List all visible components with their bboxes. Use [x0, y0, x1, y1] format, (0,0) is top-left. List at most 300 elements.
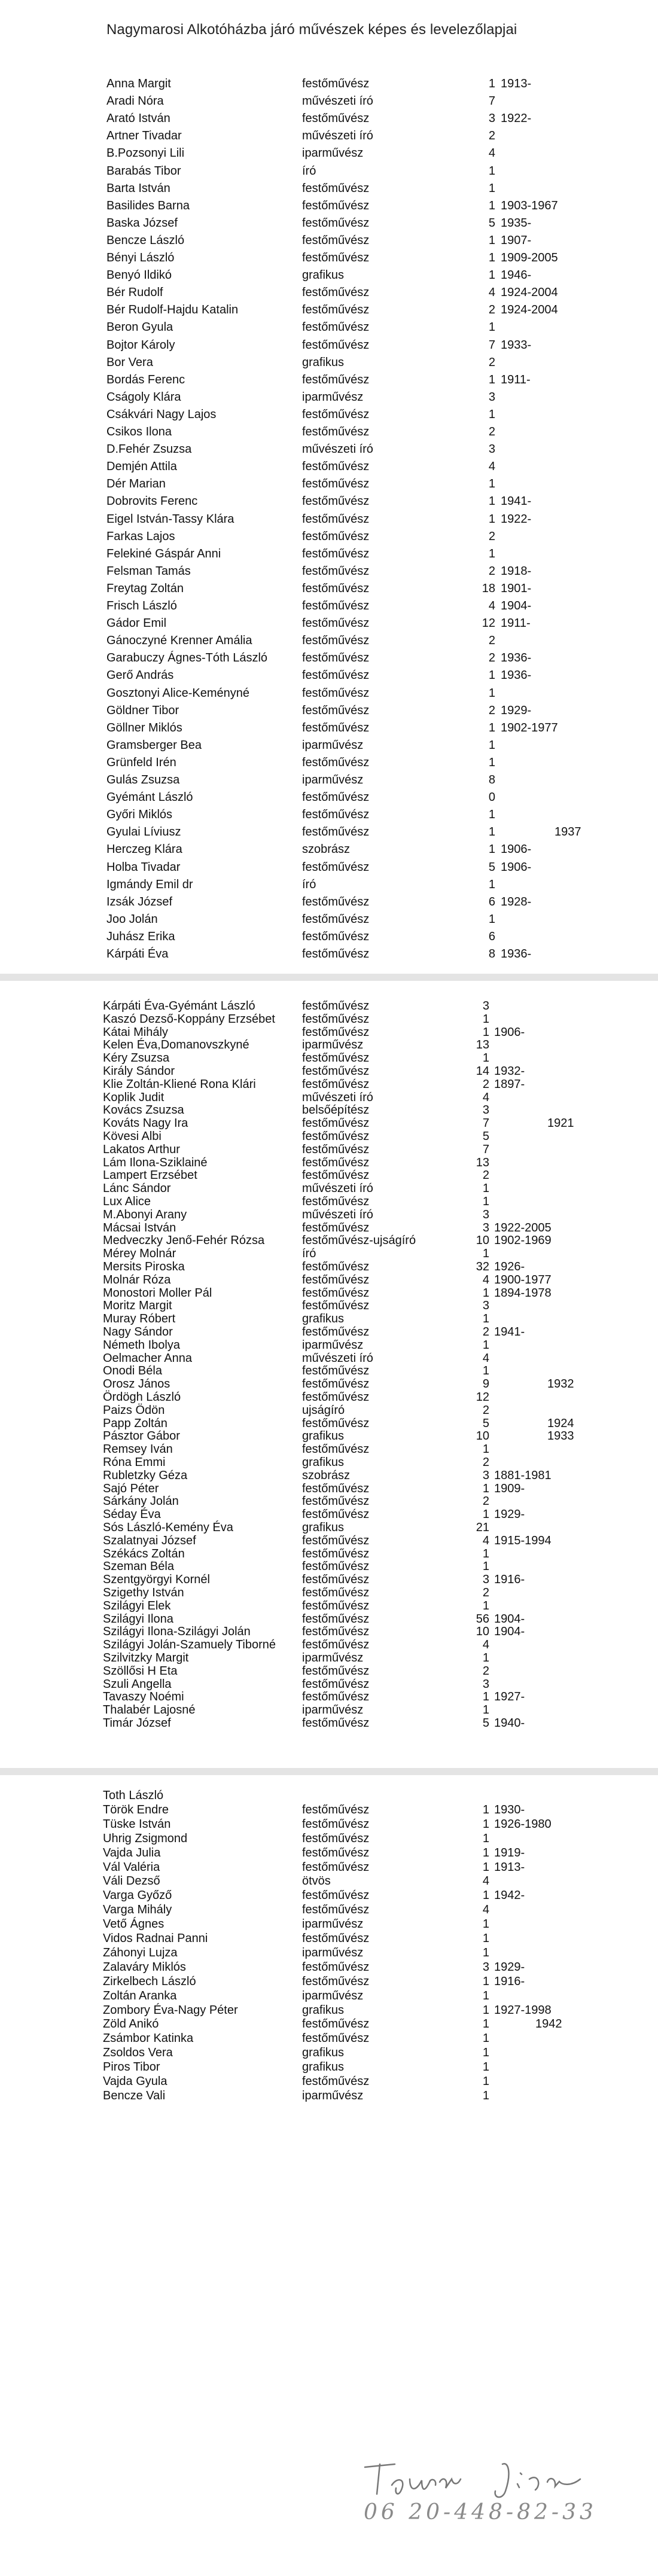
artist-name: Arató István	[106, 112, 170, 125]
artist-name: Váli Dezső	[103, 1874, 160, 1888]
list-item	[0, 1974, 658, 1989]
artist-name: M.Abonyi Arany	[103, 1208, 187, 1221]
artist-years: 1906-	[501, 843, 532, 856]
artist-prof: festőművész	[302, 495, 370, 508]
artist-count: 10	[476, 1429, 489, 1443]
list-item	[0, 807, 658, 822]
artist-years: 1927-	[494, 1690, 525, 1703]
artist-name: Szilvitzky Margit	[103, 1651, 189, 1665]
artist-prof: festőművész	[302, 1130, 370, 1143]
artist-count: 18	[482, 582, 495, 595]
artist-count: 3	[482, 1469, 489, 1482]
list-item	[0, 616, 658, 630]
artist-prof: iparművész	[302, 1339, 364, 1352]
list-item	[0, 1888, 658, 1903]
artist-name: Kéry Zsuzsa	[103, 1051, 170, 1065]
artist-name: Sós László-Kemény Éva	[103, 1521, 233, 1534]
artist-name: Csákvári Nagy Lajos	[106, 408, 217, 421]
artist-name: Lampert Erzsébet	[103, 1169, 197, 1182]
list-item	[0, 1298, 658, 1313]
artist-count: 1	[482, 1803, 489, 1816]
artist-years: 1904-	[501, 599, 532, 612]
artist-name: Gyémánt László	[106, 791, 193, 804]
artist-count: 3	[482, 1208, 489, 1221]
list-item	[0, 1860, 658, 1874]
artist-prof: festőművész	[302, 1612, 370, 1626]
artist-name: Bér Rudolf	[106, 286, 163, 299]
list-item	[0, 1960, 658, 1974]
artist-name: Dobrovits Ferenc	[106, 495, 198, 508]
artist-count: 1	[482, 1932, 489, 1945]
artist-name: Csikos Ilona	[106, 425, 172, 438]
list-item	[0, 790, 658, 804]
artist-name: Bojtor Károly	[106, 339, 175, 352]
artist-count: 4	[488, 286, 495, 299]
artist-count: 2	[488, 704, 495, 717]
artist-extra: 1921	[547, 1117, 574, 1130]
list-item	[0, 1012, 658, 1026]
artist-name: Székács Zoltán	[103, 1547, 185, 1560]
artist-name: Bencze Vali	[103, 2089, 166, 2102]
artist-name: Herczeg Klára	[106, 843, 182, 856]
artist-prof: festőművész	[302, 1260, 370, 1273]
artist-prof: festőművész	[302, 808, 370, 821]
list-item	[0, 303, 658, 317]
list-item	[0, 1586, 658, 1600]
list-item	[0, 721, 658, 735]
artist-count: 1	[482, 2032, 489, 2045]
artist-name: Zsámbor Katinka	[103, 2032, 194, 2045]
artist-count: 1	[482, 1989, 489, 2002]
artist-count: 8	[488, 773, 495, 786]
list-item	[0, 338, 658, 352]
list-item	[0, 1103, 658, 1117]
list-item	[0, 355, 658, 370]
artist-count: 5	[488, 861, 495, 874]
list-item	[0, 2089, 658, 2103]
artist-prof: festőművész	[302, 286, 370, 299]
artist-name: Juhász Erika	[106, 930, 175, 943]
list-item	[0, 1788, 658, 1803]
artist-count: 3	[482, 1221, 489, 1234]
list-item	[0, 581, 658, 596]
artist-count: 13	[476, 1038, 489, 1051]
artist-count: 1	[488, 843, 495, 856]
artist-years: 1906-	[501, 861, 532, 874]
artist-count: 1	[482, 1339, 489, 1352]
artist-count: 2	[488, 129, 495, 142]
artist-count: 1	[488, 77, 495, 90]
artist-name: Muray Róbert	[103, 1312, 176, 1325]
list-item	[0, 1520, 658, 1535]
artist-prof: művészeti író	[302, 1091, 373, 1104]
artist-prof: festőművész	[302, 1299, 370, 1312]
list-item	[0, 1338, 658, 1352]
artist-count: 1	[488, 269, 495, 282]
list-item	[0, 94, 658, 108]
artist-count: 1	[482, 1195, 489, 1208]
artist-prof: festőművész	[302, 913, 370, 926]
artist-years: 1913-	[501, 77, 532, 90]
artist-name: Oelmacher Anna	[103, 1352, 192, 1365]
artist-name: Szigethy István	[103, 1586, 184, 1599]
list-item	[0, 947, 658, 961]
list-item	[0, 1624, 658, 1639]
artist-count: 1	[482, 1026, 489, 1039]
artist-name: Ördögh László	[103, 1391, 181, 1404]
artist-prof: festőművész	[302, 651, 370, 664]
list-item	[0, 1168, 658, 1182]
list-item	[0, 320, 658, 334]
list-item	[0, 268, 658, 282]
artist-prof: festőművész	[302, 460, 370, 473]
artist-years: 1902-1977	[501, 721, 558, 734]
artist-count: 4	[482, 1638, 489, 1651]
list-item	[0, 1803, 658, 1817]
artist-name: Anna Margit	[106, 77, 171, 90]
artist-prof: festőművész	[302, 1078, 370, 1091]
artist-years: 1929-	[494, 1508, 525, 1521]
list-item	[0, 1233, 658, 1248]
artist-prof: festőművész	[302, 861, 370, 874]
artist-name: Mersits Piroska	[103, 1260, 185, 1273]
artist-prof: grafikus	[302, 2004, 345, 2017]
artist-count: 4	[482, 1903, 489, 1916]
artist-count: 1	[482, 1889, 489, 1902]
artist-count: 3	[482, 1299, 489, 1312]
artist-years: 1933-	[501, 339, 532, 352]
artist-prof: belsőépítész	[302, 1103, 370, 1117]
artist-years: 1922-2005	[494, 1221, 552, 1234]
artist-prof: festőművész	[302, 1599, 370, 1612]
artist-count: 9	[482, 1377, 489, 1391]
artist-name: Németh Ibolya	[103, 1339, 180, 1352]
artist-name: Klie Zoltán-Kliené Rona Klári	[103, 1078, 256, 1091]
artist-prof: festőművész	[302, 895, 370, 909]
artist-prof: művészeti író	[302, 94, 373, 108]
artist-prof: iparművész	[302, 1989, 364, 2002]
artist-name: Demjén Attila	[106, 460, 177, 473]
artist-prof: festőművész	[302, 1325, 370, 1339]
artist-prof: művészeti író	[302, 1208, 373, 1221]
artist-prof: festőművész	[302, 599, 370, 612]
artist-name: Göllner Miklós	[106, 721, 182, 734]
list-item	[0, 1572, 658, 1587]
artist-years: 1907-	[501, 234, 532, 247]
list-item	[0, 1181, 658, 1196]
artist-prof: festőművész	[302, 199, 370, 212]
list-item	[0, 129, 658, 143]
list-item	[0, 1507, 658, 1522]
list-item	[0, 285, 658, 300]
artist-count: 1	[482, 1443, 489, 1456]
artist-prof: festőművész	[302, 1195, 370, 1208]
artist-count: 1	[488, 669, 495, 682]
list-item	[0, 738, 658, 752]
list-item	[0, 1246, 658, 1261]
artist-count: 3	[482, 1103, 489, 1117]
list-item	[0, 1442, 658, 1456]
artist-prof: festőművész	[302, 634, 370, 647]
artist-name: Nagy Sándor	[103, 1325, 173, 1339]
artist-years: 1928-	[501, 895, 532, 909]
artist-years: 1918-	[501, 565, 532, 578]
artist-name: Eigel István-Tassy Klára	[106, 513, 234, 526]
artist-count: 1	[482, 1703, 489, 1717]
artist-count: 2	[488, 303, 495, 316]
list-item	[0, 999, 658, 1013]
artist-years: 1881-1981	[494, 1469, 552, 1482]
artist-count: 4	[482, 1874, 489, 1888]
artist-prof: grafikus	[302, 2060, 345, 2074]
artist-prof: iparművész	[302, 739, 364, 752]
artist-prof: festőművész	[302, 2075, 370, 2088]
artist-count: 1	[488, 321, 495, 334]
artist-prof: szobrász	[302, 1469, 351, 1482]
list-item	[0, 407, 658, 422]
artist-count: 0	[488, 791, 495, 804]
artist-count: 1	[482, 1182, 489, 1195]
artist-count: 1	[488, 477, 495, 490]
artist-count: 4	[488, 460, 495, 473]
artist-count: 10	[476, 1234, 489, 1247]
list-item	[0, 1831, 658, 1846]
artist-prof: festőművész	[302, 1665, 370, 1678]
artist-prof: festőművész	[302, 1547, 370, 1560]
artist-name: Paizs Ödön	[103, 1404, 165, 1417]
artist-prof: iparművész	[302, 1917, 364, 1931]
artist-name: Lux Alice	[103, 1195, 151, 1208]
artist-count: 1	[482, 1508, 489, 1521]
list-item	[0, 1390, 658, 1404]
artist-count: 2	[482, 1169, 489, 1182]
artist-prof: festőművész	[302, 1169, 370, 1182]
artist-count: 1	[482, 1917, 489, 1931]
artist-prof: festőművész	[302, 1903, 370, 1916]
list-item	[0, 1260, 658, 1274]
artist-prof: festőművész	[302, 1143, 370, 1156]
artist-prof: festőművész	[302, 1638, 370, 1651]
artist-prof: festőművész	[302, 1287, 370, 1300]
artist-years: 1924-2004	[501, 303, 558, 316]
artist-prof: festőművész	[302, 1377, 370, 1391]
artist-prof: grafikus	[302, 2046, 345, 2059]
artist-name: Barta István	[106, 182, 170, 195]
artist-name: Aradi Nóra	[106, 94, 164, 108]
artist-prof: festőművész	[302, 1364, 370, 1377]
artist-name: Piros Tibor	[103, 2060, 160, 2074]
artist-count: 2	[482, 1404, 489, 1417]
artist-prof: festőművész	[302, 582, 370, 595]
artist-name: Pásztor Gábor	[103, 1429, 180, 1443]
artist-name: Mácsai István	[103, 1221, 176, 1234]
artist-years: 1906-	[494, 1026, 525, 1039]
list-item	[0, 547, 658, 561]
artist-name: Felsman Tamás	[106, 565, 191, 578]
artist-count: 1	[488, 234, 495, 247]
artist-prof: festőművész	[302, 234, 370, 247]
artist-name: Varga Győző	[103, 1889, 172, 1902]
artist-name: Gádor Emil	[106, 617, 167, 630]
list-item	[0, 2045, 658, 2060]
artist-count: 5	[482, 1717, 489, 1730]
artist-prof: festőművész	[302, 1560, 370, 1573]
artist-years: 1916-	[494, 1975, 525, 1988]
artist-name: Toth László	[103, 1789, 164, 1802]
artist-prof: író	[302, 1247, 316, 1260]
artist-count: 1	[488, 495, 495, 508]
artist-name: Molnár Róza	[103, 1273, 171, 1287]
artist-count: 3	[488, 112, 495, 125]
artist-name: Kátai Mihály	[103, 1026, 168, 1039]
artist-extra: 1924	[547, 1417, 574, 1430]
artist-prof: iparművész	[302, 391, 364, 404]
artist-years: 1922-	[501, 513, 532, 526]
list-item	[0, 233, 658, 248]
artist-prof: festőművész	[302, 1156, 370, 1169]
artist-count: 1	[482, 1599, 489, 1612]
artist-prof: festőművész	[302, 1832, 370, 1845]
artist-name: Kövesi Albi	[103, 1130, 162, 1143]
artist-count: 1	[482, 2017, 489, 2031]
artist-prof: festőművész	[302, 1846, 370, 1859]
artist-count: 1	[482, 1846, 489, 1859]
artist-years: 1941-	[501, 495, 532, 508]
artist-prof: ujságíró	[302, 1404, 345, 1417]
artist-years: 1904-	[494, 1612, 525, 1626]
artist-years: 1936-	[501, 669, 532, 682]
artist-count: 1	[488, 687, 495, 700]
artist-name: Remsey Iván	[103, 1443, 173, 1456]
artist-years: 1936-	[501, 651, 532, 664]
artist-extra: 1933	[547, 1429, 574, 1443]
artist-count: 4	[482, 1352, 489, 1365]
artist-name: Vajda Gyula	[103, 2075, 167, 2088]
artist-count: 12	[482, 617, 495, 630]
list-item	[0, 686, 658, 700]
artist-name: Bér Rudolf-Hajdu Katalin	[106, 303, 239, 316]
artist-name: Vajda Julia	[103, 1846, 161, 1859]
artist-name: Győri Miklós	[106, 808, 173, 821]
artist-name: Gánoczyné Krenner Amália	[106, 634, 252, 647]
artist-name: Gyulai Líviusz	[106, 825, 181, 839]
list-item	[0, 842, 658, 856]
artist-count: 1	[482, 2004, 489, 2017]
artist-prof: festőművész	[302, 1221, 370, 1234]
artist-count: 1	[488, 756, 495, 769]
list-item	[0, 1364, 658, 1378]
artist-count: 3	[488, 391, 495, 404]
artist-count: 1	[482, 1287, 489, 1300]
list-item	[0, 1559, 658, 1574]
artist-name: B.Pozsonyi Lili	[106, 147, 185, 160]
artist-years: 1894-1978	[494, 1287, 552, 1300]
artist-name: Lakatos Arthur	[103, 1143, 180, 1156]
list-item	[0, 77, 658, 91]
list-item	[0, 929, 658, 944]
artist-prof: festőművész	[302, 2017, 370, 2031]
list-item	[0, 1429, 658, 1443]
artist-count: 6	[488, 930, 495, 943]
list-item	[0, 199, 658, 213]
artist-prof: festőművész	[302, 339, 370, 352]
artist-count: 1	[482, 1975, 489, 1988]
list-item	[0, 1494, 658, 1508]
artist-count: 1	[482, 2075, 489, 2088]
artist-count: 2	[482, 1456, 489, 1469]
artist-name: Benyó Ildikó	[106, 269, 172, 282]
artist-name: Göldner Tibor	[106, 704, 179, 717]
artist-prof: festőművész	[302, 373, 370, 386]
artist-name: Kárpáti Éva	[106, 947, 169, 961]
artist-count: 2	[488, 356, 495, 369]
artist-prof: festőművész	[302, 321, 370, 334]
artist-count: 4	[482, 1534, 489, 1547]
artist-name: Joo Jolán	[106, 913, 158, 926]
artist-years: 1929-	[494, 1961, 525, 1974]
list-item	[0, 373, 658, 387]
artist-name: Sajó Péter	[103, 1482, 159, 1495]
artist-prof: festőművész	[302, 791, 370, 804]
artist-count: 1	[482, 1946, 489, 1959]
artist-name: Grünfeld Irén	[106, 756, 176, 769]
artist-name: Monostori Moller Pál	[103, 1287, 212, 1300]
artist-years: 1915-1994	[494, 1534, 552, 1547]
list-item	[0, 1534, 658, 1548]
artist-prof: iparművész	[302, 1703, 364, 1717]
artist-count: 4	[488, 147, 495, 160]
artist-name: Uhrig Zsigmond	[103, 1832, 188, 1845]
list-item	[0, 1599, 658, 1613]
artist-name: Vető Ágnes	[103, 1917, 164, 1931]
list-item	[0, 599, 658, 613]
artist-count: 1	[482, 1051, 489, 1065]
artist-prof: festőművész	[302, 2032, 370, 2045]
artist-prof: festőművész	[302, 1495, 370, 1508]
list-item	[0, 703, 658, 718]
artist-name: Igmándy Emil dr	[106, 878, 193, 891]
artist-prof: festőművész	[302, 77, 370, 90]
artist-count: 13	[476, 1156, 489, 1169]
list-item	[0, 668, 658, 682]
list-item	[0, 1129, 658, 1144]
artist-name: Rubletzky Géza	[103, 1469, 188, 1482]
list-item	[0, 216, 658, 230]
list-item	[0, 651, 658, 665]
list-item	[0, 494, 658, 508]
artist-prof: festőművész	[302, 704, 370, 717]
artist-prof: művészeti író	[302, 129, 373, 142]
list-item	[0, 1312, 658, 1326]
list-item	[0, 1194, 658, 1209]
artist-name: Szuli Angella	[103, 1678, 172, 1691]
list-item	[0, 1874, 658, 1888]
artist-prof: festőművész	[302, 1013, 370, 1026]
artist-name: Varga Mihály	[103, 1903, 172, 1916]
artist-count: 1	[482, 1651, 489, 1665]
artist-prof: festőművész	[302, 1391, 370, 1404]
artist-count: 7	[488, 94, 495, 108]
artist-prof: festőművész	[302, 251, 370, 264]
artist-prof: festőművész	[302, 1065, 370, 1078]
artist-count: 1	[488, 721, 495, 734]
artist-count: 1	[488, 547, 495, 560]
list-item	[0, 773, 658, 787]
artist-prof: festőművész	[302, 825, 370, 839]
artist-name: Bordás Ferenc	[106, 373, 185, 386]
artist-count: 1	[488, 513, 495, 526]
list-item	[0, 1377, 658, 1391]
